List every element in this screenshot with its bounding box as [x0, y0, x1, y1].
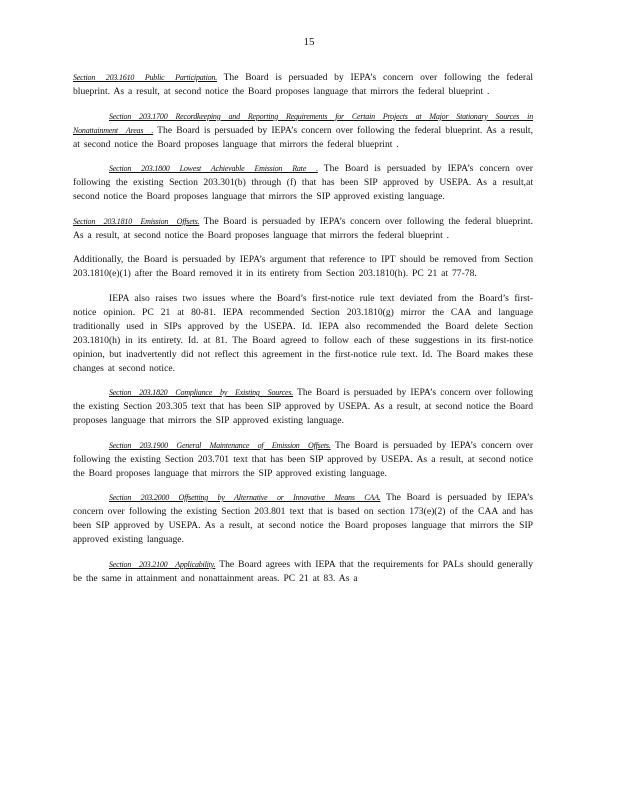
- paragraph-text: The Board agrees with IEPA that the requirements for PALs should generally be the same in attainment and nonattainment areas. PC 21 at 83. As a: [73, 558, 534, 584]
- paragraph-section-203-2000: [73, 491, 533, 547]
- section-heading: Section 203.2000 Offsetting by Alternative or Innovative Means CAA.: [109, 493, 381, 502]
- paragraph-text: IEPA also raises two issues where the Board’s first-notice rule text deviated from the Board’s first-notice opinion. PC 21 at 80-81. IEPA recommended Section 203.1810(g) mirror the CAA and language traditionally used in SIPs approved by the USEPA. Id. IEPA also recommended the Board delete Section 203.1810(h) in its entirety. Id. at 81. The Board agreed to follow each of these suggestions in its first-notice opinion, but inadvertently did not reflect this agreement in the first-notice rule text. Id. The Board makes these changes at second notice.: [73, 292, 533, 374]
- paragraph-text: The Board is persuaded by IEPA’s concern over following the existing Section 203.301(b) through (f) that has been SIP approved by USEPA. As a result,at second notice the Board proposes language that mirrors the SIP approved existing language.: [73, 163, 533, 202]
- paragraph-text: The Board is persuaded by IEPA’s concern over following the existing Section 203.701 text that has been SIP approved by USEPA. As a result, at second notice the Board proposes language that mirrors the SIP approved existing language.: [73, 439, 534, 479]
- paragraph-text: Additionally, the Board is persuaded by IEPA’s argument that reference to IPT should be removed from Section 203.1810(e)(1) after the Board removed it in its entirety from Section 203.1810(h). PC 21 at 77-78.: [73, 254, 533, 279]
- document-body: [73, 71, 533, 596]
- paragraph-text: The Board is persuaded by IEPA’s concern over following the federal blueprint. As a result, at second notice the Board proposes language that mirrors the federal blueprint .: [73, 72, 533, 97]
- section-heading: Section 203.1800 Lowest Achievable Emission Rate .: [109, 164, 318, 173]
- section-heading: Section 203.1900 General Maintenance of Emission Offsets.: [109, 440, 331, 450]
- paragraph-text: The Board is persuaded by IEPA’s concern over following the federal blueprint. As a result, at second notice the Board proposes language that mirrors the federal blueprint .: [73, 124, 533, 150]
- section-heading: Section 203.2100 Applicability.: [109, 559, 216, 569]
- section-heading: Section 203.1810 Emission Offsets.: [73, 216, 200, 226]
- paragraph-text: The Board is persuaded by IEPA’s concern over following the existing Section 203.801 text that is based on section 173(e)(2) of the CAA and has been SIP approved by USEPA. As a result, at second notice the Board proposes language that mirrors the SIP approved existing language.: [73, 492, 533, 545]
- paragraph-section-203-1900: [73, 439, 533, 481]
- paragraph-section-203-1700: [73, 110, 533, 152]
- paragraph-section-203-2100: [73, 558, 533, 586]
- paragraph-section-203-1810: [73, 215, 533, 243]
- paragraph-section-203-1610: [73, 71, 533, 99]
- paragraph-text: The Board is persuaded by IEPA’s concern over following the existing Section 203.305 text that has been SIP approved by USEPA. As a result, at second notice the Board proposes language that mirrors the SIP approved existing language.: [73, 387, 533, 426]
- section-heading: Section 203.1700 Recordkeeping and Reporting Requirements for Certain Projects at Major Stationary Sources in Nonattainment Areas .: [73, 111, 533, 135]
- paragraph-iepa-issues: [73, 292, 533, 376]
- paragraph-section-203-1800: [73, 162, 533, 204]
- paragraph-section-203-1820: [73, 386, 533, 428]
- paragraph-additionally: [73, 253, 533, 281]
- paragraph-text: The Board is persuaded by IEPA’s concern over following the federal blueprint. As a result, at second notice the Board proposes language that mirrors the federal blueprint .: [73, 215, 533, 241]
- section-heading: Section 203.1820 Compliance by Existing Sources.: [109, 388, 294, 397]
- section-heading: Section 203.1610 Public Participation.: [73, 73, 218, 82]
- page-number: 15: [303, 36, 315, 48]
